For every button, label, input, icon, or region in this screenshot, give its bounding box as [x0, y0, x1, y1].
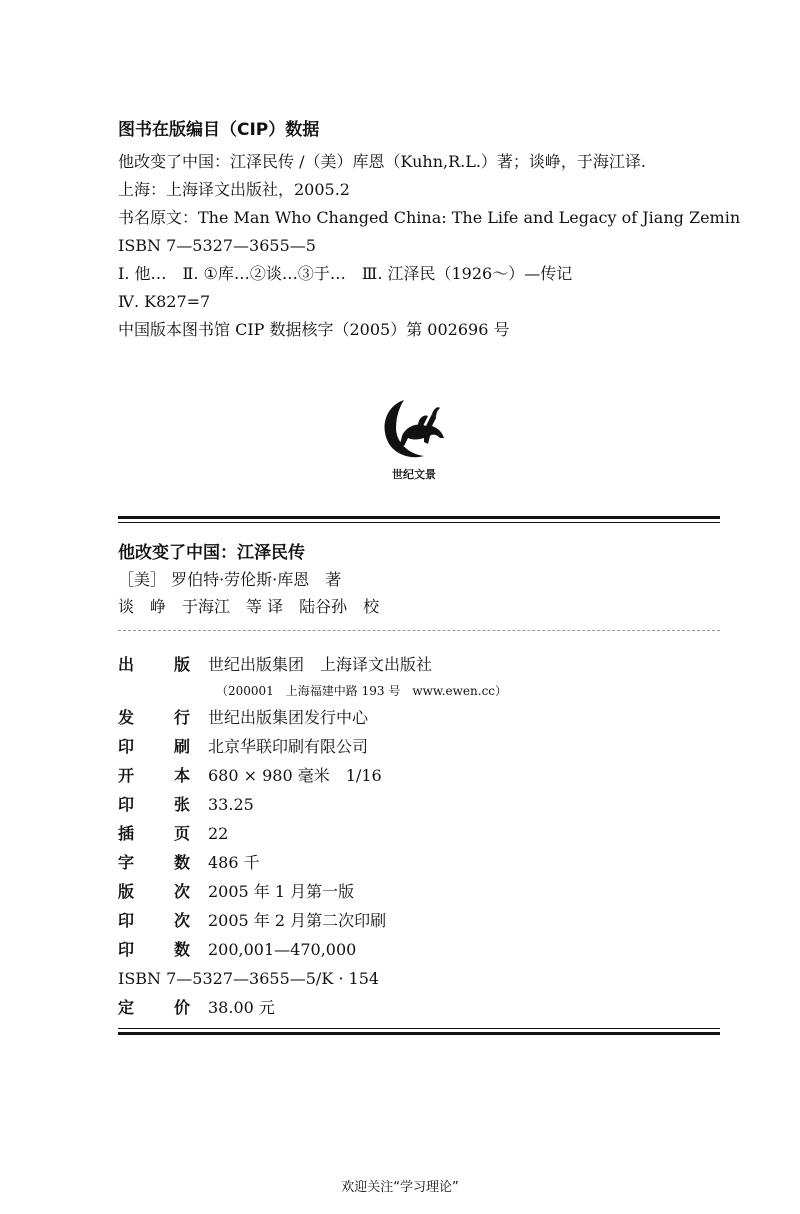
detail-label: 印 [118, 795, 135, 814]
detail-row-print-run [118, 935, 718, 964]
detail-label: 张 [174, 795, 191, 814]
book-translators: 谈 峥 于海江 等 译 陆谷孙 校 [118, 597, 380, 616]
detail-label: 页 [174, 824, 191, 843]
detail-label: 数 [174, 853, 191, 872]
detail-value: 680 × 980 毫米 1/16 [208, 766, 382, 785]
footer-note: 欢迎关注“学习理论” [341, 1180, 459, 1195]
detail-label: 发 [118, 708, 135, 727]
cip-title: 图书在版编目（CIP）数据 [118, 120, 320, 140]
detail-label: 插 [118, 824, 135, 843]
cip-line: 上海：上海译文出版社，2005.2 [118, 180, 350, 199]
cip-line: ISBN 7—5327—3655—5 [118, 236, 316, 255]
book-author: ［美］ 罗伯特·劳伦斯·库恩 著 [118, 570, 342, 589]
detail-label: 出 [118, 655, 135, 674]
detail-value: 486 千 [208, 853, 260, 872]
logo-text: 世纪文景 [392, 468, 436, 481]
detail-row-publisher [118, 650, 718, 679]
cip-line: 他改变了中国：江泽民传 /（美）库恩（Kuhn,R.L.）著；谈峥，于海江译. [118, 152, 647, 171]
publication-details [118, 650, 718, 1022]
detail-row-word-count [118, 848, 718, 877]
cip-line: 中国版本图书馆 CIP 数据核字（2005）第 002696 号 [118, 320, 510, 339]
detail-row-distributor [118, 703, 718, 732]
detail-label: 次 [174, 911, 191, 930]
detail-row-address [118, 679, 718, 703]
detail-label: 印 [118, 737, 135, 756]
book-info [118, 540, 718, 620]
detail-label: 次 [174, 882, 191, 901]
detail-label: 版 [174, 655, 191, 674]
detail-label: 字 [118, 853, 135, 872]
detail-row-edition [118, 877, 718, 906]
cip-line: Ⅳ. K827=7 [118, 292, 211, 311]
detail-label: 价 [174, 998, 191, 1017]
detail-value: 200,001—470,000 [208, 940, 357, 959]
detail-label: 数 [174, 940, 191, 959]
detail-value: 2005 年 1 月第一版 [208, 882, 355, 901]
detail-value: 2005 年 2 月第二次印刷 [208, 911, 387, 930]
book-title: 他改变了中国：江泽民传 [118, 543, 305, 563]
divider-dashed [118, 630, 720, 631]
detail-row-format [118, 761, 718, 790]
detail-row-plates [118, 819, 718, 848]
detail-value: 22 [208, 824, 229, 843]
detail-value: ISBN 7—5327—3655—5/K · 154 [118, 969, 380, 988]
detail-label: 本 [174, 766, 191, 785]
cip-line: Ⅰ. 他… Ⅱ. ①库…②谈…③于… Ⅲ. 江泽民（1926～）—传记 [118, 264, 573, 283]
divider-thick [118, 1032, 720, 1035]
divider-thin [118, 1028, 720, 1029]
detail-label: 开 [118, 766, 135, 785]
detail-label: 定 [118, 998, 135, 1017]
detail-value: 38.00 元 [208, 998, 275, 1017]
detail-value: 世纪出版集团 上海译文出版社 [208, 655, 433, 674]
cip-data-block [118, 120, 741, 344]
detail-row-sheets [118, 790, 718, 819]
detail-label: 版 [118, 882, 135, 901]
divider-thick [118, 516, 720, 519]
detail-value: （200001 上海福建中路 193 号 www.ewen.cc） [216, 684, 508, 698]
detail-value: 世纪出版集团发行中心 [208, 708, 369, 727]
cip-line: 书名原文：The Man Who Changed China: The Life and Legacy of Jiang Zemin [118, 208, 741, 227]
divider-thin [118, 522, 720, 523]
detail-value: 北京华联印刷有限公司 [208, 737, 369, 756]
detail-row-isbn [118, 964, 718, 993]
detail-label: 刷 [174, 737, 191, 756]
detail-row-price [118, 993, 718, 1022]
detail-row-printer [118, 732, 718, 761]
detail-label: 行 [174, 708, 191, 727]
publisher-logo [374, 392, 454, 484]
horse-rider-logo-icon [374, 392, 454, 466]
detail-label: 印 [118, 911, 135, 930]
detail-row-printing [118, 906, 718, 935]
detail-value: 33.25 [208, 795, 254, 814]
detail-label: 印 [118, 940, 135, 959]
